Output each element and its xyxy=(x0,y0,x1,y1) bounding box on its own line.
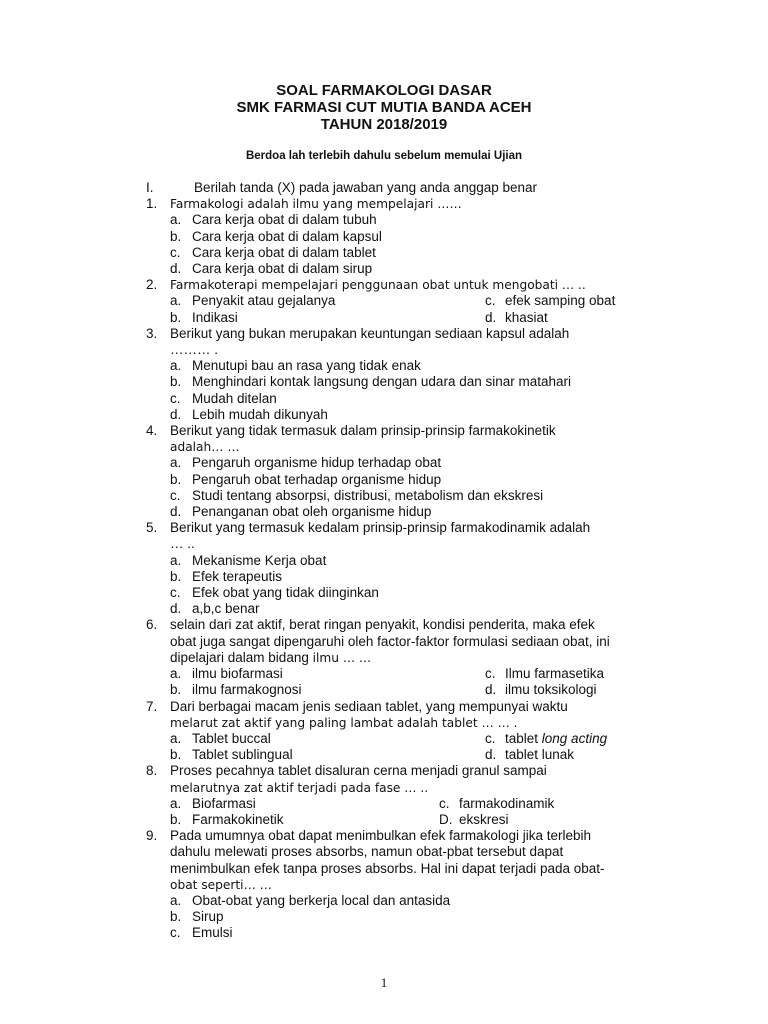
question-6-continuation-1: obat juga sangat dipengaruhi oleh factor-faktor formulasi sediaan obat, ini xyxy=(170,633,610,649)
q1-option-d[interactable]: d. Cara kerja obat di dalam sirup xyxy=(170,261,373,277)
question-7-continuation: melarut zat aktif yang paling lambat adalah tablet … … . xyxy=(170,715,518,730)
q8-option-c[interactable]: c. farmakodinamik xyxy=(439,795,555,811)
question-9-continuation-1: dahulu melewati proses absorbs, namun obat-pbat tersebut dapat xyxy=(170,844,564,860)
question-list xyxy=(146,180,666,942)
q7-option-b[interactable]: b. Tablet sublingual xyxy=(170,747,293,763)
question-8-continuation: melarutnya zat aktif terjadi pada fase … .. xyxy=(170,780,429,795)
q6-options-row-2 xyxy=(146,682,666,698)
q4-option-d[interactable]: d. Penanganan obat oleh organisme hidup xyxy=(170,504,432,520)
q8-options-row-1 xyxy=(146,796,666,812)
question-8: 8. Proses pecahnya tablet disaluran cerna menjadi granul sampai xyxy=(146,763,547,779)
question-6-continuation-2: dipelajari dalam bidang ilmu … … xyxy=(170,649,372,665)
question-9: 9. Pada umumnya obat dapat menimbulkan efek farmakologi jika terlebih xyxy=(146,828,591,844)
question-9-continuation-3: obat seperti… … xyxy=(170,877,272,892)
q1-option-b[interactable]: b. Cara kerja obat di dalam kapsul xyxy=(170,228,382,244)
q8-option-d[interactable]: D. ekskresi xyxy=(439,811,509,827)
title-line-3: TAHUN 2018/2019 xyxy=(320,116,448,133)
question-3: 3. Berikut yang bukan merupakan keuntungan sediaan kapsul adalah xyxy=(146,325,570,341)
q2-option-b[interactable]: b. Indikasi xyxy=(170,309,238,325)
q4-option-c[interactable]: c. Studi tentang absorpsi, distribusi, metabolism dan ekskresi xyxy=(170,487,544,503)
question-7: 7. Dari berbagai macam jenis sediaan tablet, yang mempunyai waktu xyxy=(146,698,568,714)
q5-option-d[interactable]: d. a,b,c benar xyxy=(170,601,260,617)
q3-option-d[interactable]: d. Lebih mudah dikunyah xyxy=(170,406,328,422)
prayer-note: Berdoa lah terlebih dahulu sebelum memulai Ujian xyxy=(245,150,523,162)
q2-options-row-2 xyxy=(146,310,666,326)
q2-option-c[interactable]: c. efek samping obat xyxy=(485,293,616,309)
q2-options-row-1 xyxy=(146,293,666,309)
q2-option-a[interactable]: a. Penyakit atau gejalanya xyxy=(170,293,336,309)
q5-option-a[interactable]: a. Mekanisme Kerja obat xyxy=(170,552,327,568)
question-2: 2. Farmakoterapi mempelajari penggunaan obat untuk mengobati … .. xyxy=(146,277,586,293)
q8-option-a[interactable]: a. Biofarmasi xyxy=(170,795,256,811)
question-1: 1. Farmakologi adalah ilmu yang mempelajari …… xyxy=(146,196,462,212)
q5-option-b[interactable]: b. Efek terapeutis xyxy=(170,568,283,584)
question-5: 5. Berikut yang termasuk kedalam prinsip-prinsip farmakodinamik adalah xyxy=(146,520,591,536)
q3-option-a[interactable]: a. Menutupi bau an rasa yang tidak enak xyxy=(170,358,421,374)
q2-option-d[interactable]: d. khasiat xyxy=(485,309,548,325)
title-line-2: SMK FARMASI CUT MUTIA BANDA ACEH xyxy=(236,99,532,116)
question-4-continuation: adalah… … xyxy=(170,440,240,455)
q4-option-b[interactable]: b. Pengaruh obat terhadap organisme hidup xyxy=(170,471,442,487)
q6-option-b[interactable]: b. ilmu farmakognosi xyxy=(170,682,302,698)
instruction-line: I. Berilah tanda (X) pada jawaban yang anda anggap benar xyxy=(146,180,538,195)
question-4: 4. Berikut yang tidak termasuk dalam prinsip-prinsip farmakokinetik xyxy=(146,423,556,439)
q9-option-c[interactable]: c. Emulsi xyxy=(170,925,233,941)
question-9-continuation-2: menimbulkan efek tanpa proses absorbs. Hal ini dapat terjadi pada obat- xyxy=(170,860,605,876)
q7-option-d[interactable]: d. tablet lunak xyxy=(485,747,575,763)
document-header xyxy=(0,82,768,133)
question-5-continuation: … .. xyxy=(170,536,195,552)
q1-option-a[interactable]: a. Cara kerja obat di dalam tubuh xyxy=(170,212,377,228)
q8-option-b[interactable]: b. Farmakokinetik xyxy=(170,811,284,827)
question-3-continuation: ……… . xyxy=(170,342,219,358)
q6-option-c[interactable]: c. Ilmu farmasetika xyxy=(485,666,605,682)
q7-option-a[interactable]: a. Tablet buccal xyxy=(170,730,271,746)
q5-option-c[interactable]: c. Efek obat yang tidak diinginkan xyxy=(170,585,379,601)
q1-option-c[interactable]: c. Cara kerja obat di dalam tablet xyxy=(170,244,376,260)
q9-option-b[interactable]: b. Sirup xyxy=(170,909,224,925)
q6-option-d[interactable]: d. ilmu toksikologi xyxy=(485,682,597,698)
q6-options-row-1 xyxy=(146,666,666,682)
q3-option-b[interactable]: b. Menghindari kontak langsung dengan udara dan sinar matahari xyxy=(170,374,572,390)
q7-option-c[interactable]: c. tablet long acting xyxy=(485,730,608,746)
q3-option-c[interactable]: c. Mudah ditelan xyxy=(170,390,277,406)
q7-options-row-1 xyxy=(146,731,666,747)
q4-option-a[interactable]: a. Pengaruh organisme hidup terhadap obat xyxy=(170,455,442,471)
page-number: 1 xyxy=(380,975,388,990)
question-6: 6. selain dari zat aktif, berat ringan penyakit, kondisi penderita, maka efek xyxy=(146,617,595,633)
q6-option-a[interactable]: a. ilmu biofarmasi xyxy=(170,666,283,682)
q9-option-a[interactable]: a. Obat-obat yang berkerja local dan antasida xyxy=(170,892,451,908)
q8-options-row-2 xyxy=(146,812,666,828)
title-line-1: SOAL FARMAKOLOGI DASAR xyxy=(276,82,492,99)
q7-options-row-2 xyxy=(146,747,666,763)
